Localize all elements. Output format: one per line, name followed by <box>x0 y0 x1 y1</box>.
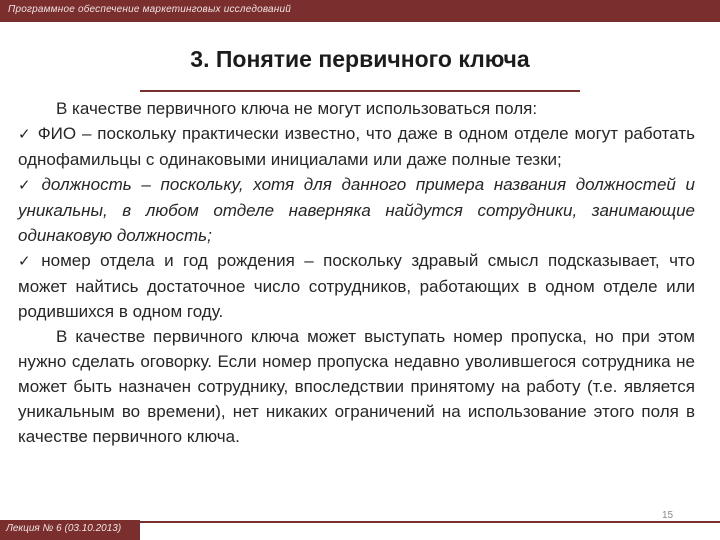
checkmark-icon: ✓ <box>18 252 36 270</box>
title-block <box>140 26 580 92</box>
header-bar <box>0 0 720 22</box>
checkmark-icon: ✓ <box>18 125 32 143</box>
page-number: 15 <box>662 510 674 521</box>
bullet-item <box>18 121 695 172</box>
checkmark-icon: ✓ <box>18 176 36 194</box>
intro-paragraph: В качестве первичного ключа не могут использоваться поля: <box>56 99 538 118</box>
footer-lecture-text: Лекция № 6 (03.10.2013) <box>6 523 122 534</box>
header-org-text: Программное обеспечение маркетинговых исследований <box>8 4 292 15</box>
bullet-item <box>18 172 695 248</box>
footer-bar <box>0 520 140 540</box>
bullet-text: должность – поскольку, хотя для данного примера названия должностей и уникальны, в любом отделе наверняка найдутся сотрудники, занимающие одинаковую должность; <box>18 175 695 245</box>
slide-body <box>18 96 695 449</box>
footer-rule <box>140 521 720 523</box>
bullet-item <box>18 248 695 324</box>
bullet-text: ФИО – поскольку практически известно, что даже в одном отделе могут работать однофамильцы с одинаковыми инициалами или даже полные тезки; <box>18 124 695 169</box>
title-underline <box>140 90 580 92</box>
slide-title: 3. Понятие первичного ключа <box>190 46 530 72</box>
bullet-text: номер отдела и год рождения – поскольку здравый смысл подсказывает, что может найтись достаточное число сотрудников, работающих в одном отделе или родившихся в одном году. <box>18 251 695 321</box>
conclusion-paragraph: В качестве первичного ключа может выступать номер пропуска, но при этом нужно сделать оговорку. Если номер пропуска недавно уволившегося сотрудника не может быть назначен сотруднику, впоследствии принятому на работу (т.е. является уникальным во времени), нет никаких ограничений на использование этого поля в качестве первичного ключа. <box>18 327 695 446</box>
